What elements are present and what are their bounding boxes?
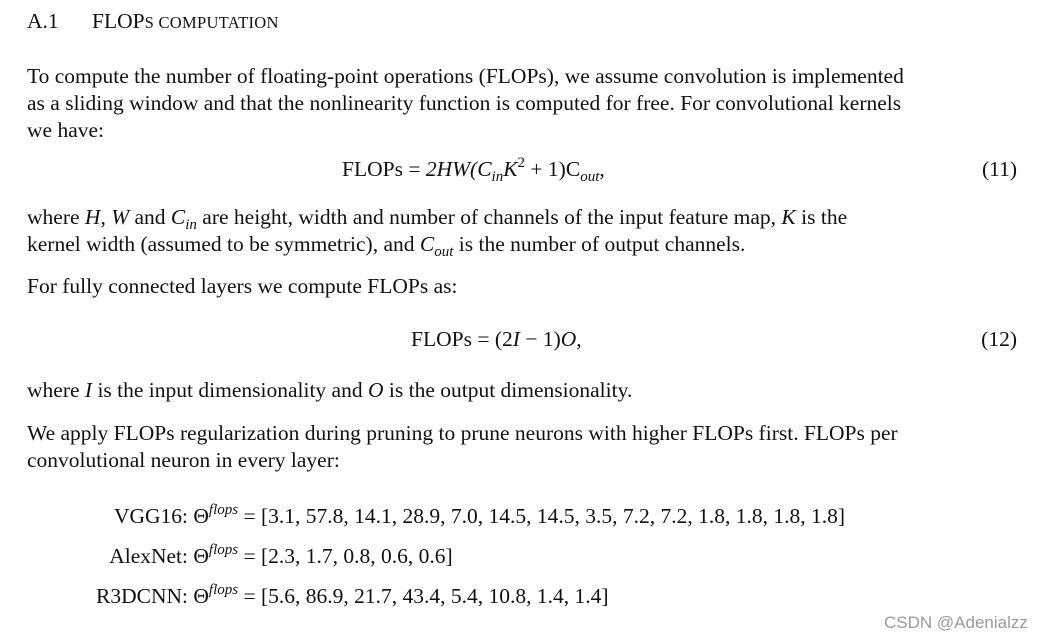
paragraph-line: [27, 204, 1017, 231]
text-run: is the number of output channels.: [453, 232, 746, 256]
math-var: I: [84, 378, 93, 402]
eq-lhs: FLOPs: [342, 157, 403, 181]
math-sub: out: [434, 244, 454, 260]
paragraph-fc: [27, 273, 1017, 300]
theta-symbol: Θ: [193, 544, 209, 568]
math-var: O: [367, 378, 384, 402]
network-name: AlexNet:: [109, 544, 188, 568]
equation-12-body: [411, 325, 582, 353]
math-var: H: [84, 205, 101, 229]
paragraph-line: we have:: [27, 118, 105, 142]
text-run: is the input dimensionality and: [92, 378, 368, 402]
math-var: C: [170, 205, 186, 229]
equation-11-body: [342, 155, 605, 183]
theta-equals: =: [243, 584, 256, 608]
network-name: VGG16:: [113, 504, 188, 528]
section-title-rest: S COMPUTATION: [144, 13, 279, 32]
theta-equals: =: [243, 504, 256, 528]
eq-var-o: O: [560, 327, 577, 351]
eq-rhs-part: − 1): [519, 327, 561, 351]
eq-rhs-part: 2HW(C: [425, 157, 492, 181]
theta-row-alexnet: [82, 542, 453, 570]
paragraph-regularization: [27, 420, 1017, 474]
eq-rhs-part: ,: [576, 327, 582, 351]
theta-values: [3.1, 57.8, 14.1, 28.9, 7.0, 14.5, 14.5, 3.5, 7.2, 7.2, 1.8, 1.8, 1.8, 1.8]: [260, 504, 846, 528]
paragraph-dims: [27, 377, 1017, 404]
theta-symbol: Θ: [193, 584, 209, 608]
theta-values: [5.6, 86.9, 21.7, 43.4, 5.4, 10.8, 1.4, 1.4]: [260, 584, 609, 608]
text-run: ,: [100, 205, 112, 229]
paragraph-line: as a sliding window and that the nonlinearity function is computed for free. For convolutional kernels: [27, 91, 902, 115]
eq-equals: =: [408, 157, 421, 181]
eq-rhs-part: (2: [494, 327, 513, 351]
text-run: where: [27, 378, 85, 402]
text-run: where: [27, 205, 85, 229]
paragraph-line: [27, 231, 1017, 258]
eq-rhs-part: K: [503, 157, 518, 181]
equation-number: (11): [981, 157, 1017, 181]
text-run: is the: [795, 205, 848, 229]
eq-var-i: I: [512, 327, 520, 351]
math-var: W: [111, 205, 130, 229]
theta-values: [2.3, 1.7, 0.8, 0.6, 0.6]: [260, 544, 453, 568]
text-run: and: [129, 205, 171, 229]
math-var: K: [781, 205, 796, 229]
theta-symbol: Θ: [193, 504, 209, 528]
paragraph-line: We apply FLOPs regularization during pruning to prune neurons with higher FLOPs first. FLOPs per: [27, 421, 898, 445]
eq-lhs: FLOPs: [411, 327, 472, 351]
text-run: kernel width (assumed to be symmetric), and: [27, 232, 420, 256]
math-var: C: [419, 232, 435, 256]
watermark: CSDN @Adenialzz: [884, 613, 1028, 632]
section-number: A.1: [27, 9, 59, 33]
network-name: R3DCNN:: [96, 584, 188, 608]
eq-sup-2: 2: [517, 155, 526, 171]
equation-number: (12): [981, 327, 1017, 351]
eq-rhs-part: + 1)C: [530, 157, 581, 181]
section-heading: [27, 8, 279, 36]
paragraph-line: To compute the number of floating-point operations (FLOPs), we assume convolution is implemented: [27, 64, 904, 88]
theta-sup: flops: [208, 542, 239, 558]
eq-sub-out: out: [580, 169, 600, 185]
math-sub: in: [185, 217, 197, 233]
text-run: are height, width and number of channels of the input feature map,: [196, 205, 782, 229]
text-run: is the output dimensionality.: [383, 378, 633, 402]
paragraph-line: For fully connected layers we compute FLOPs as:: [27, 274, 458, 298]
theta-sup: flops: [208, 502, 239, 518]
section-title-lead: FLOP: [92, 9, 145, 33]
paragraph-intro: [27, 63, 1017, 144]
theta-row-vgg16: [82, 502, 845, 530]
paragraph-line: [27, 377, 1017, 404]
theta-sup: flops: [208, 582, 239, 598]
eq-rhs-part: ,: [599, 157, 605, 181]
eq-equals: =: [477, 327, 490, 351]
theta-row-r3dcnn: [82, 582, 609, 610]
eq-sub-in: in: [491, 169, 504, 185]
theta-equals: =: [243, 544, 256, 568]
paragraph-variables: [27, 204, 1017, 258]
paragraph-line: convolutional neuron in every layer:: [27, 448, 340, 472]
